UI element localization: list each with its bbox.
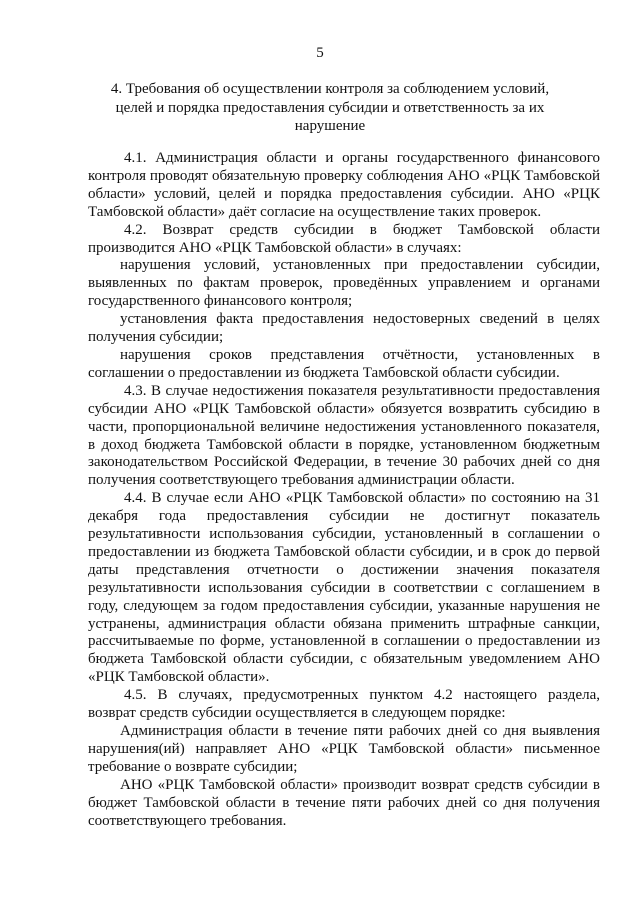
paragraph-4-5-step-2: АНО «РЦК Тамбовской области» производит возврат средств субсидии в бюджет Тамбовской области в течение пяти рабочих дней со дня получения соответствующего требования. <box>88 776 600 829</box>
page-number: 5 <box>316 45 324 61</box>
paragraph-4-2-case-1: нарушения условий, установленных при предоставлении субсидии, выявленных по фактам проверок, проведённых управлением и органами государственного финансового контроля; <box>88 257 600 310</box>
paragraph-4-5-step-1: Администрация области в течение пяти рабочих дней со дня выявления нарушения(ий) направляет АНО «РЦК Тамбовской области» письменное требование о возврате субсидии; <box>88 723 600 775</box>
paragraph-4-2: 4.2. Возврат средств субсидии в бюджет Тамбовской области производится АНО «РЦК Тамбовской области» в случаях: <box>88 221 600 256</box>
paragraph-4-2-case-3: нарушения сроков представления отчётности, установленных в соглашении о предоставлении из бюджета Тамбовской области субсидии. <box>88 346 600 381</box>
paragraph-4-4: 4.4. В случае если АНО «РЦК Тамбовской области» по состоянию на 31 декабря года предоставления субсидии не достигнут показатель результативности использования субсидии, установленный в соглашении о предоставлении из бюджета Тамбовской области субсидии, и в срок до первой даты представления отчетности о достижении значения показателя результативности использования субсидии в соответствии с соглашением в году, следующем за годом предоставления субсидии, указанные нарушения не устранены, администрация области обязана применить штрафные санкции, рассчитываемые по форме, установленной в соглашении о предоставлении из бюджета Тамбовской области субсидии, с обязательным уведомлением АНО «РЦК Тамбовской области». <box>88 490 600 686</box>
paragraph-4-3: 4.3. В случае недостижения показателя результативности предоставления субсидии АНО «РЦК Тамбовской области» обязуется возвратить субсидию в части, пропорциональной величине недостижения установленного показателя, в доход бюджета Тамбовской области в порядке, установленном бюджетным законодательством Российской Федерации, в течение 30 рабочих дней со дня получения соответствующего требования администрации области. <box>88 382 600 489</box>
paragraph-4-1: 4.1. Администрация области и органы государственного финансового контроля проводят обязательную проверку соблюдения АНО «РЦК Тамбовской области» условий, целей и порядка предоставления субсидии. АНО «РЦК Тамбовской области» даёт согласие на осуществление таких проверок. <box>88 150 600 220</box>
document-body <box>88 150 600 830</box>
paragraph-4-5: 4.5. В случаях, предусмотренных пунктом 4.2 настоящего раздела, возврат средств субсидии осуществляется в следующем порядке: <box>88 687 600 722</box>
section-title: 4. Требования об осуществлении контроля за соблюдением условий, целей и порядка предоставления субсидии и ответственность за их нарушение <box>110 81 550 134</box>
paragraph-4-2-case-2: установления факта предоставления недостоверных сведений в целях получения субсидии; <box>88 311 600 346</box>
